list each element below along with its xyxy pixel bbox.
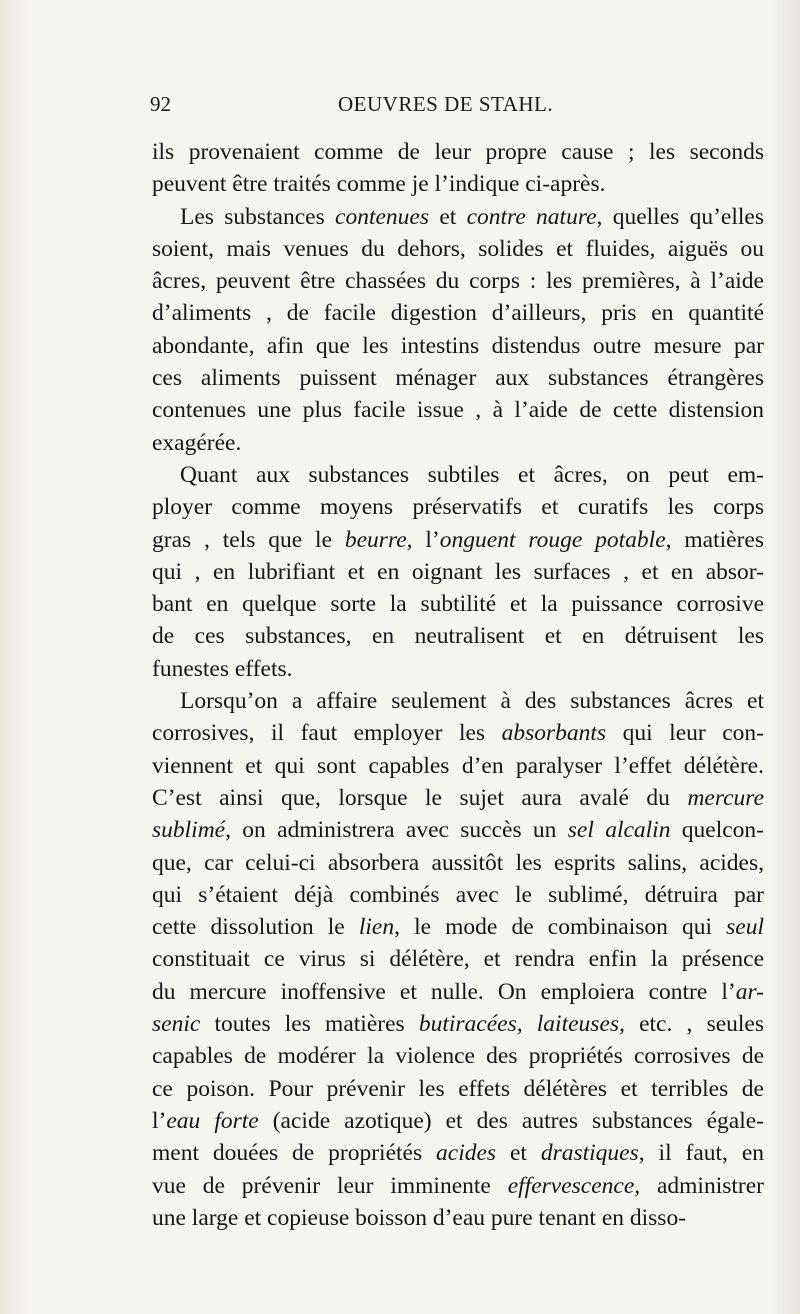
text-run: capables de modérer la violence des propriétés corrosives de	[152, 1043, 764, 1070]
text-line	[152, 1040, 764, 1072]
text-run: , quelles qu’elles	[596, 203, 764, 230]
text-run: cette dissolution le	[152, 914, 359, 941]
text-line	[152, 330, 764, 362]
text-run: l’	[412, 526, 440, 553]
text-run: quelcon-	[670, 817, 765, 844]
italic-run: contenues	[335, 203, 430, 230]
text-line	[152, 911, 764, 943]
body-text	[152, 136, 764, 1234]
italic-run: effervescence,	[507, 1172, 641, 1199]
text-run: abondante, afin que les intestins distendus outre mesure par	[152, 332, 764, 359]
italic-run: sublimé	[152, 817, 226, 844]
text-line	[152, 168, 764, 200]
text-run: du mercure inoffensive et nulle. On emploiera contre l’	[152, 978, 736, 1005]
italic-run: lien	[358, 914, 395, 941]
text-line	[152, 1170, 764, 1202]
text-run: de ces substances, en neutralisent et en détruisent les	[152, 623, 764, 650]
text-run: toutes les matières	[200, 1011, 419, 1038]
text-line	[152, 1073, 764, 1105]
text-run: viennent et qui sont capables d’en paralyser l’effet délétère.	[152, 752, 764, 779]
text-run: que, car celui-ci absorbera aussitôt les esprits salins, acides,	[152, 849, 764, 876]
text-line	[152, 427, 764, 459]
italic-run: drastiques	[540, 1140, 639, 1167]
text-run: Les substances	[180, 203, 336, 230]
text-line	[152, 1105, 764, 1137]
text-run: vue de prévenir leur imminente	[152, 1172, 508, 1199]
text-run: exagérée.	[152, 429, 242, 456]
text-run: l’	[152, 1107, 167, 1134]
italic-run: mercure	[687, 784, 764, 811]
text-line	[152, 459, 764, 491]
text-run: corrosives, il faut employer les	[152, 720, 502, 747]
text-run: ils provenaient comme de leur propre cause ; les seconds	[152, 139, 764, 165]
text-run: âcres, peuvent être chassées du corps : les premières, à l’aide	[152, 268, 764, 295]
text-line	[152, 136, 764, 168]
text-run: une large et copieuse boisson d’eau pure tenant en disso-	[152, 1204, 687, 1231]
text-run: peuvent être traités comme je l’indique ci-après.	[152, 171, 606, 198]
text-run: , il faut, en	[638, 1140, 764, 1167]
text-line	[152, 620, 764, 652]
text-run: , le mode de combinaison qui	[394, 914, 727, 941]
text-line	[152, 201, 764, 233]
italic-run: senic	[152, 1011, 201, 1038]
page-number: 92	[150, 92, 171, 116]
text-run: Quant aux substances subtiles et âcres, on peut em-	[180, 461, 764, 488]
text-run: qui , en lubrifiant et en oignant les surfaces , et en absor-	[152, 558, 764, 585]
text-run: soient, mais venues du dehors, solides et fluides, aiguës ou	[152, 235, 764, 262]
text-line	[152, 556, 764, 588]
italic-run: eau forte	[166, 1107, 259, 1134]
text-run: contenues une plus facile issue , à l’aide de cette distension	[152, 397, 764, 424]
text-run: funestes effets.	[152, 655, 293, 682]
italic-run: onguent rouge potable	[439, 526, 666, 553]
text-line	[152, 265, 764, 297]
text-line	[152, 750, 764, 782]
italic-run: sel alcalin	[567, 817, 671, 844]
text-run: administrer	[640, 1172, 764, 1199]
text-run: gras , tels que le	[152, 526, 345, 553]
text-run: bant en quelque sorte la subtilité et la puissance corrosive	[152, 591, 764, 618]
text-line	[152, 362, 764, 394]
text-run: et	[429, 203, 467, 230]
text-line	[152, 233, 764, 265]
text-line	[152, 782, 764, 814]
text-run: qui s’étaient déjà combinés avec le sublimé, détruira par	[152, 881, 764, 908]
text-line	[152, 297, 764, 329]
italic-run: butiracées, laiteuses,	[418, 1011, 625, 1038]
text-line	[152, 653, 764, 685]
text-run: ployer comme moyens préservatifs et curatifs les corps	[152, 494, 764, 521]
italic-run: ar-	[735, 978, 764, 1005]
text-run: , matières	[665, 526, 764, 553]
italic-run: beurre,	[344, 526, 413, 553]
text-line	[152, 1202, 764, 1234]
text-run: qui leur con-	[606, 720, 764, 747]
text-line	[152, 717, 764, 749]
text-run: d’aliments , de facile digestion d’ailleurs, pris en quantité	[152, 300, 764, 327]
text-line	[152, 1137, 764, 1169]
page-header	[150, 92, 765, 122]
italic-run: contre nature	[466, 203, 597, 230]
text-line	[152, 943, 764, 975]
italic-run: acides	[436, 1140, 497, 1167]
text-run: etc. , seules	[624, 1011, 764, 1038]
text-line	[152, 814, 764, 846]
text-run: et	[496, 1140, 541, 1167]
text-line	[152, 879, 764, 911]
text-line	[152, 394, 764, 426]
text-line	[152, 491, 764, 523]
italic-run: absorbants	[501, 720, 607, 747]
text-line	[152, 524, 764, 556]
text-run: , on administrera avec succès un	[225, 817, 568, 844]
text-run: ces aliments puissent ménager aux substances étrangères	[152, 365, 764, 392]
text-line	[152, 976, 764, 1008]
running-head: OEUVRES DE STAHL.	[338, 92, 554, 116]
text-run: C’est ainsi que, lorsque le sujet aura avalé du	[152, 784, 688, 811]
text-run: ce poison. Pour prévenir les effets délétères et terribles de	[152, 1075, 764, 1102]
text-line	[152, 685, 764, 717]
text-run: Lorsqu’on a affaire seulement à des substances âcres et	[180, 688, 764, 715]
text-line	[152, 588, 764, 620]
text-run: ment douées de propriétés	[152, 1140, 437, 1167]
text-line	[152, 847, 764, 879]
text-line	[152, 1008, 764, 1040]
italic-run: seul	[726, 914, 764, 941]
text-run: (acide azotique) et des autres substances égale-	[258, 1107, 764, 1134]
text-run: constituait ce virus si délétère, et rendra enfin la présence	[152, 946, 764, 973]
